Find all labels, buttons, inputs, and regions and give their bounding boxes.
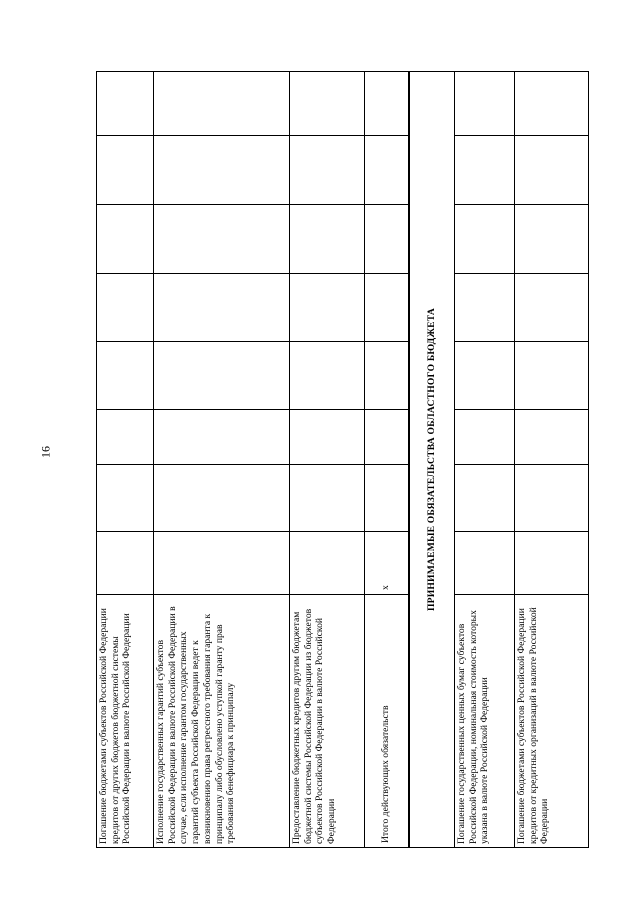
table-cell: [365, 342, 409, 410]
table-cell: [455, 136, 515, 205]
row-label: Предоставление бюджетных кредитов другим бюджетам бюджетной системы Российской Федерации из бюджетов субъектов Российской Федерации в валюте Российской Федерации: [290, 595, 365, 848]
table-cell: [515, 465, 589, 532]
table-cell: [97, 342, 154, 410]
table-cell: [97, 136, 154, 205]
rotated-table-container: [96, 72, 588, 848]
table-cell: [455, 410, 515, 465]
table-cell: [455, 465, 515, 532]
table-cell: [365, 465, 409, 532]
table-cell: [455, 72, 515, 136]
table-cell: [515, 274, 589, 342]
table-row: [365, 72, 409, 848]
table-cell: [290, 72, 365, 136]
table-cell: [365, 205, 409, 274]
table-cell: [365, 72, 409, 136]
row-label: Погашение бюджетами субъектов Российской Федерации кредитов от кредитных организаций в валюте Российской Федерации: [515, 595, 589, 848]
table-row: [515, 72, 589, 848]
table-cell: [290, 205, 365, 274]
table-cell: [290, 136, 365, 205]
table-cell: [290, 274, 365, 342]
table-cell: [290, 410, 365, 465]
table-cell: [154, 532, 290, 595]
table-cell: [515, 136, 589, 205]
table-cell: [97, 274, 154, 342]
table-cell: [365, 136, 409, 205]
table-row: [409, 72, 455, 848]
row-label: Погашение государственных ценных бумаг субъектов Российской Федерации, номинальная стоимость которых указана в валюте Российской Федерации: [455, 595, 515, 848]
table-row: [455, 72, 515, 848]
table-row: [290, 72, 365, 848]
table-cell: [365, 410, 409, 465]
table-cell: [154, 465, 290, 532]
table-cell: [515, 72, 589, 136]
section-heading: ПРИНИМАЕМЫЕ ОБЯЗАТЕЛЬСТВА ОБЛАСТНОГО БЮДЖЕТА: [409, 72, 455, 848]
table-cell: [154, 274, 290, 342]
table-cell: [154, 342, 290, 410]
table-cell: [290, 342, 365, 410]
table-cell: [365, 274, 409, 342]
table-row: [97, 72, 154, 848]
table-cell: [97, 72, 154, 136]
table-cell: [290, 532, 365, 595]
table-cell: [97, 410, 154, 465]
table-cell: [455, 274, 515, 342]
table-cell: [97, 205, 154, 274]
row-label: Итого действующих обязательств: [365, 595, 409, 848]
table-cell: [154, 205, 290, 274]
obligations-table: [96, 71, 589, 848]
table-row: [154, 72, 290, 848]
table-cell: [455, 532, 515, 595]
table-cell: [515, 342, 589, 410]
row-label: Погашение бюджетами субъектов Российской Федерации кредитов от других бюджетов бюджетной системы Российской Федерации в валюте Российской Федерации: [97, 595, 154, 848]
table-cell: [154, 136, 290, 205]
table-cell: [290, 465, 365, 532]
table-cell: [97, 465, 154, 532]
page-number: 16: [38, 446, 53, 458]
table-cell: х: [365, 532, 409, 595]
table-cell: [515, 205, 589, 274]
table-cell: [97, 532, 154, 595]
table-cell: [154, 410, 290, 465]
row-label: Исполнение государственных гарантий субъектов Российской Федерации в валюте Российской Федерации в случае, если исполнение гарантом государственных гарантий субъекта Российской Федерации ведет к возникновению права регрессного требования гаранта к принципалу либо обусловлено уступкой гаранту прав требования бенефициара к принципалу: [154, 595, 290, 848]
table-cell: [515, 532, 589, 595]
table-cell: [515, 410, 589, 465]
table-cell: [154, 72, 290, 136]
table-cell: [455, 342, 515, 410]
table-cell: [455, 205, 515, 274]
